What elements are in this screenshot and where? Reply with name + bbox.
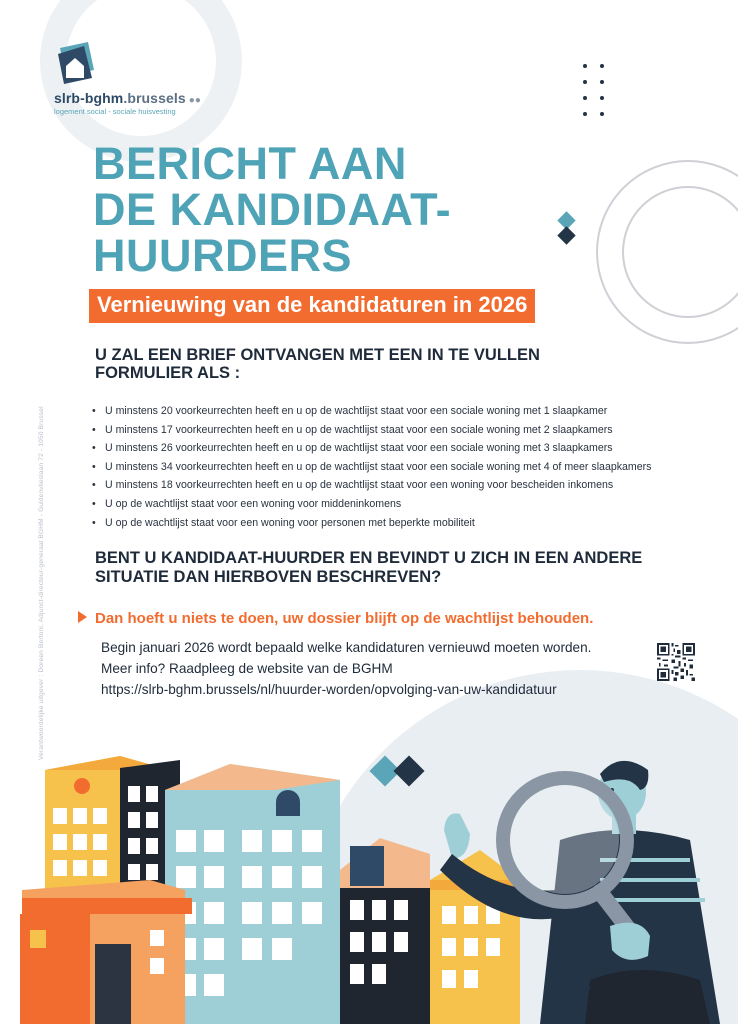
title-line-3: HUURDERS — [93, 229, 353, 281]
section2-heading: BENT U KANDIDAAT-HUURDER EN BEVINDT U ZICH IN EEN ANDERE SITUATIE DAN HIERBOVEN BESCHREVEN? — [95, 549, 643, 587]
logo-name-suffix: .brussels — [123, 90, 186, 106]
logo-name — [54, 90, 201, 106]
center-building — [340, 838, 440, 1024]
no-action-text: Dan hoeft u niets te doen, uw dossier blijft op de wachtlijst behouden. — [95, 610, 594, 627]
title-line-2: DE KANDIDAAT- — [93, 183, 452, 235]
conditions-list — [92, 402, 651, 532]
list-item: • U op de wachtlijst staat voor een woning voor middeninkomens — [92, 495, 651, 514]
list-item: • U minstens 17 voorkeurrechten heeft en u op de wachtlijst staat voor een sociale woning met 2 slaapkamers — [92, 421, 651, 440]
list-item: • U minstens 34 voorkeurrechten heeft en u op de wachtlijst staat voor een sociale woning met 4 of meer slaapkamers — [92, 458, 651, 477]
section1-heading: U ZAL EEN BRIEF ONTVANGEN MET EEN IN TE VULLEN FORMULIER ALS : — [95, 346, 540, 383]
subtitle-banner: Vernieuwing van de kandidaturen in 2026 — [89, 289, 535, 323]
logo-house-icon — [54, 40, 100, 86]
list-item: • U op de wachtlijst staat voor een woning voor personen met beperkte mobiliteit — [92, 514, 651, 533]
info-line-2: Meer info? Raadpleeg de website van de BGHM — [101, 661, 393, 677]
orange-building — [20, 880, 192, 1024]
logo-name-main: slrb-bghm — [54, 90, 124, 106]
page-title — [93, 138, 452, 281]
qr-code-icon[interactable] — [657, 643, 695, 681]
city-illustration — [0, 730, 738, 1024]
car-icon: ●● — [188, 95, 202, 106]
logo[interactable] — [54, 40, 202, 116]
info-url-link[interactable]: https://slrb-bghm.brussels/nl/huurder-worden/opvolging-van-uw-kandidatuur — [101, 682, 557, 698]
arrow-right-icon — [78, 611, 87, 623]
publisher-credit: Verantwoordelijke uitgever : Doreen Bertoni, Adjunct-directeur-generaal BGHM - Guldenvlieslaan 72 - 1050 Brussel — [38, 406, 45, 760]
decorative-dots — [583, 64, 605, 120]
logo-tagline: logement social - sociale huisvesting — [54, 107, 176, 116]
info-line-1: Begin januari 2026 wordt bepaald welke kandidaturen vernieuwd moeten worden. — [101, 640, 592, 655]
teal-building — [165, 764, 340, 1024]
list-item: • U minstens 18 voorkeurrechten heeft en u op de wachtlijst staat voor een woning voor bescheiden inkomens — [92, 476, 651, 495]
list-item: • U minstens 26 voorkeurrechten heeft en u op de wachtlijst staat voor een sociale woning met 3 slaapkamers — [92, 439, 651, 458]
list-item: • U minstens 20 voorkeurrechten heeft en u op de wachtlijst staat voor een sociale woning met 1 slaapkamer — [92, 402, 651, 421]
no-action-note — [78, 610, 593, 628]
info-block — [101, 637, 591, 700]
title-line-1: BERICHT AAN — [93, 138, 407, 189]
decorative-diamonds-large — [369, 755, 424, 786]
